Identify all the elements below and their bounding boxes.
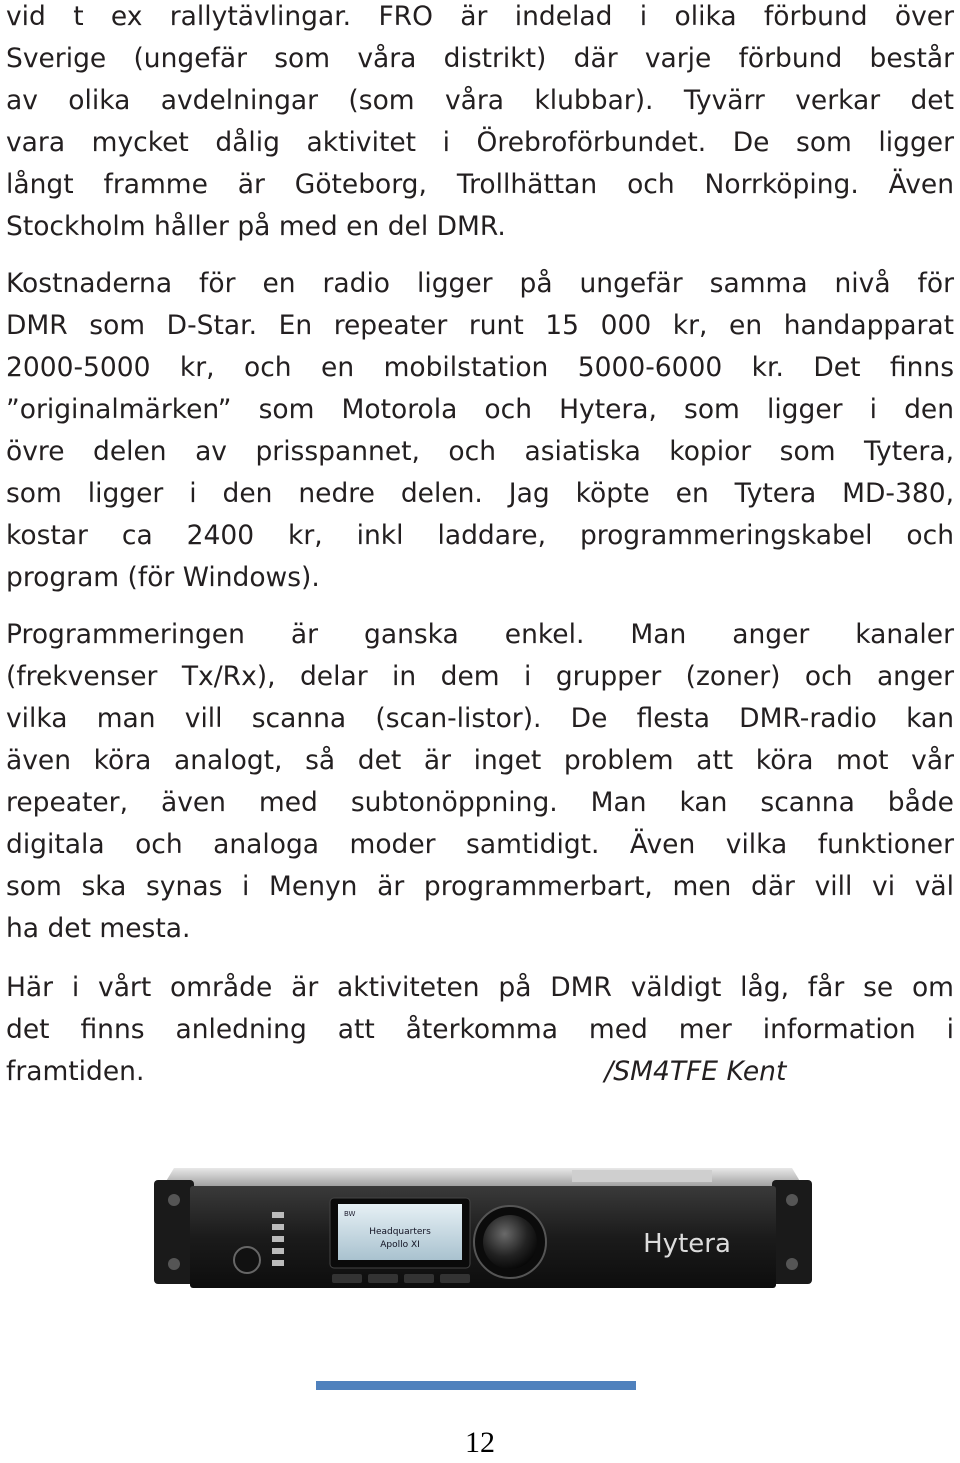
text-line: långt framme är Göteborg, Trollhättan och Norrköping. Även xyxy=(6,169,954,200)
paragraph-3 xyxy=(6,614,954,950)
text-line: (frekvenser Tx/Rx), delar in dem i grupper (zoner) och anger xyxy=(6,661,954,692)
text-line: 2000-5000 kr, och en mobilstation 5000-6000 kr. Det finns xyxy=(6,352,954,383)
paragraph-4 xyxy=(6,967,954,1093)
page-number: 12 xyxy=(465,1426,495,1459)
top-cover xyxy=(572,1170,712,1182)
paragraph-2 xyxy=(6,263,954,599)
text-line: Stockholm håller på med en del DMR. xyxy=(6,211,506,242)
mic-connector xyxy=(234,1247,260,1273)
screw xyxy=(786,1258,798,1270)
text-line: kostar ca 2400 kr, inkl laddare, programmeringskabel och xyxy=(6,520,954,551)
text-line: ”originalmärken” som Motorola och Hytera, som ligger i den xyxy=(6,394,954,425)
text-line: ha det mesta. xyxy=(6,913,191,944)
text-line: repeater, även med subtonöppning. Man kan scanna både xyxy=(6,787,954,818)
text-line: program (för Windows). xyxy=(6,562,320,593)
channel-knob xyxy=(483,1215,537,1269)
paragraph-1 xyxy=(6,0,954,248)
text-line: Sverige (ungefär som våra distrikt) där varje förbund består xyxy=(6,43,954,74)
screw xyxy=(786,1194,798,1206)
text-line: som ska synas i Menyn är programmerbart, men där vill vi väl xyxy=(6,871,954,902)
text-line: Programmeringen är ganska enkel. Man anger kanaler xyxy=(6,619,954,650)
text-line: Kostnaderna för en radio ligger på ungefär samma nivå för xyxy=(6,268,954,299)
text-line: vara mycket dålig aktivitet i Örebroförbundet. De som ligger xyxy=(6,127,954,158)
brand-logo: Hytera xyxy=(643,1229,731,1259)
display-line-1: Headquarters xyxy=(369,1227,431,1237)
screw xyxy=(168,1194,180,1206)
text-line-last xyxy=(6,1051,954,1093)
text-line-start: framtiden. xyxy=(6,1056,145,1087)
text-line: vilka man vill scanna (scan-listor). De flesta DMR-radio kan xyxy=(6,703,954,734)
footer-rule xyxy=(316,1381,636,1390)
display-line-2: Apollo XI xyxy=(380,1240,420,1250)
text-line: det finns anledning att återkomma med mer information i xyxy=(6,1014,954,1045)
text-line: digitala och analoga moder samtidigt. Även vilka funktioner xyxy=(6,829,954,860)
radio-illustration xyxy=(152,1140,814,1300)
screw xyxy=(168,1258,180,1270)
text-line: även köra analogt, så det är inget problem att köra mot vår xyxy=(6,745,954,776)
text-line: DMR som D-Star. En repeater runt 15 000 kr, en handapparat xyxy=(6,310,954,341)
text-line: Här i vårt område är aktiviteten på DMR väldigt låg, får se om xyxy=(6,972,954,1003)
text-line: som ligger i den nedre delen. Jag köpte en Tytera MD-380, xyxy=(6,478,954,509)
signature: /SM4TFE Kent xyxy=(604,1056,787,1087)
radio-photo xyxy=(152,1140,814,1300)
text-line: övre delen av prisspannet, och asiatiska kopior som Tytera, xyxy=(6,436,954,467)
text-line: vid t ex rallytävlingar. FRO är indelad i olika förbund över xyxy=(6,1,954,32)
display-tag: BW xyxy=(344,1210,356,1218)
text-line: av olika avdelningar (som våra klubbar). Tyvärr verkar det xyxy=(6,85,954,116)
